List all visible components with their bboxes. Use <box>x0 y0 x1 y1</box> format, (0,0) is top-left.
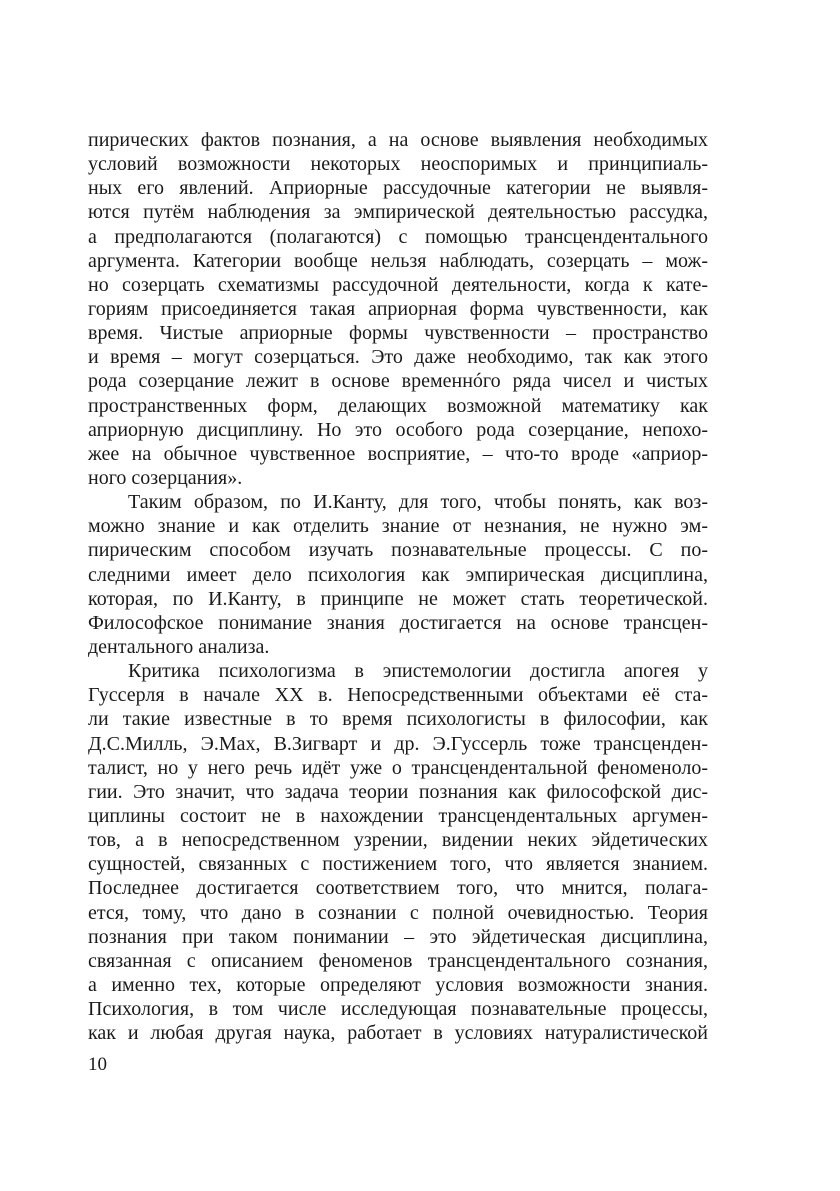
text-line: гии. Это значит, что задача теории познания как философской дис- <box>88 780 708 803</box>
text-line: можно знание и как отделить знание от незнания, не нужно эм- <box>88 515 708 538</box>
text-line: познания при таком понимании – это эйдетическая дисциплина, <box>88 925 708 948</box>
text-line: Последнее достигается соответствием того, что мнится, полага- <box>88 877 708 900</box>
text-line: ли такие известные в то время психологисты в философии, как <box>88 708 708 731</box>
text-line: Философское понимание знания достигается на основе трансцен- <box>88 611 708 634</box>
paragraph-3 <box>88 659 708 1045</box>
text-line: дентального анализа. <box>88 635 270 658</box>
text-line: но созерцать схематизмы рассудочной деятельности, когда к катe- <box>88 273 708 296</box>
text-line: ных его явлений. Априорные рассудочные категории не выявля- <box>88 177 708 200</box>
text-line: время. Чистые априорные формы чувственности – пространство <box>88 322 708 345</box>
text-line: рода созерцание лежит в основе временнóго ряда чисел и чистых <box>88 370 708 393</box>
text-line: гориям присоединяется такая априорная форма чувственности, как <box>88 297 708 320</box>
text-line: ного созерцания». <box>88 466 243 489</box>
text-line: Психология, в том числе исследующая познавательные процессы, <box>88 998 708 1021</box>
page-body <box>88 128 708 1045</box>
text-line: Д.С.Милль, Э.Мах, В.Зигварт и др. Э.Гуссерль тоже трансценден- <box>88 732 708 755</box>
paragraph-1 <box>88 128 708 490</box>
text-line: условий возможности некоторых неоспоримых и принципиаль- <box>88 153 708 176</box>
text-line: а именно тех, которые определяют условия возможности знания. <box>88 973 708 996</box>
text-line: пирических фактов познания, а на основе выявления необходимых <box>88 129 708 151</box>
text-line: которая, по И.Канту, в принципе не может стать теоретической. <box>88 587 708 610</box>
text-line: циплины состоит не в нахождении трансцендентальных аргумен- <box>88 804 708 827</box>
text-line: Таким образом, по И.Канту, для того, чтобы понять, как воз- <box>128 491 708 514</box>
text-line: ются путём наблюдения за эмпирической деятельностью рассудка, <box>88 201 708 224</box>
text-line: а предполагаются (полагаются) с помощью трансцендентального <box>88 225 708 248</box>
paragraph-2 <box>88 490 708 659</box>
text-line: пирическим способом изучать познавательные процессы. С по- <box>88 539 708 562</box>
text-line: Гуссерля в начале XX в. Непосредственными объектами её ста- <box>88 684 708 707</box>
text-line: жее на обычное чувственное восприятие, – что-то вроде «априор- <box>88 442 708 465</box>
text-line: тов, а в непосредственном узрении, видении неких эйдетических <box>88 829 708 852</box>
text-line: сущностей, связанных с постижением того, что является знанием. <box>88 853 708 876</box>
text-line: следними имеет дело психология как эмпирическая дисциплина, <box>88 563 708 586</box>
text-line: и время – могут созерцаться. Это даже необходимо, так как этого <box>88 346 708 369</box>
text-line: Критика психологизма в эпистемологии достигла апогея у <box>128 660 708 683</box>
text-line: ется, тому, что дано в сознании с полной очевидностью. Теория <box>88 901 708 924</box>
page-number: 10 <box>88 1054 107 1075</box>
text-line: пространственных форм, делающих возможной математику как <box>88 394 708 417</box>
text-line: талист, но у него речь идёт уже о трансцендентальной феноменоло- <box>88 756 708 779</box>
text-line: априорную дисциплину. Но это особого рода созерцание, непохо- <box>88 418 708 441</box>
text-line: связанная с описанием феноменов трансцендентального сознания, <box>88 949 708 972</box>
text-line: как и любая другая наука, работает в условиях натуралистической <box>88 1022 708 1045</box>
text-line: аргумента. Категории вообще нельзя наблюдать, созерцать – мож- <box>88 249 708 272</box>
